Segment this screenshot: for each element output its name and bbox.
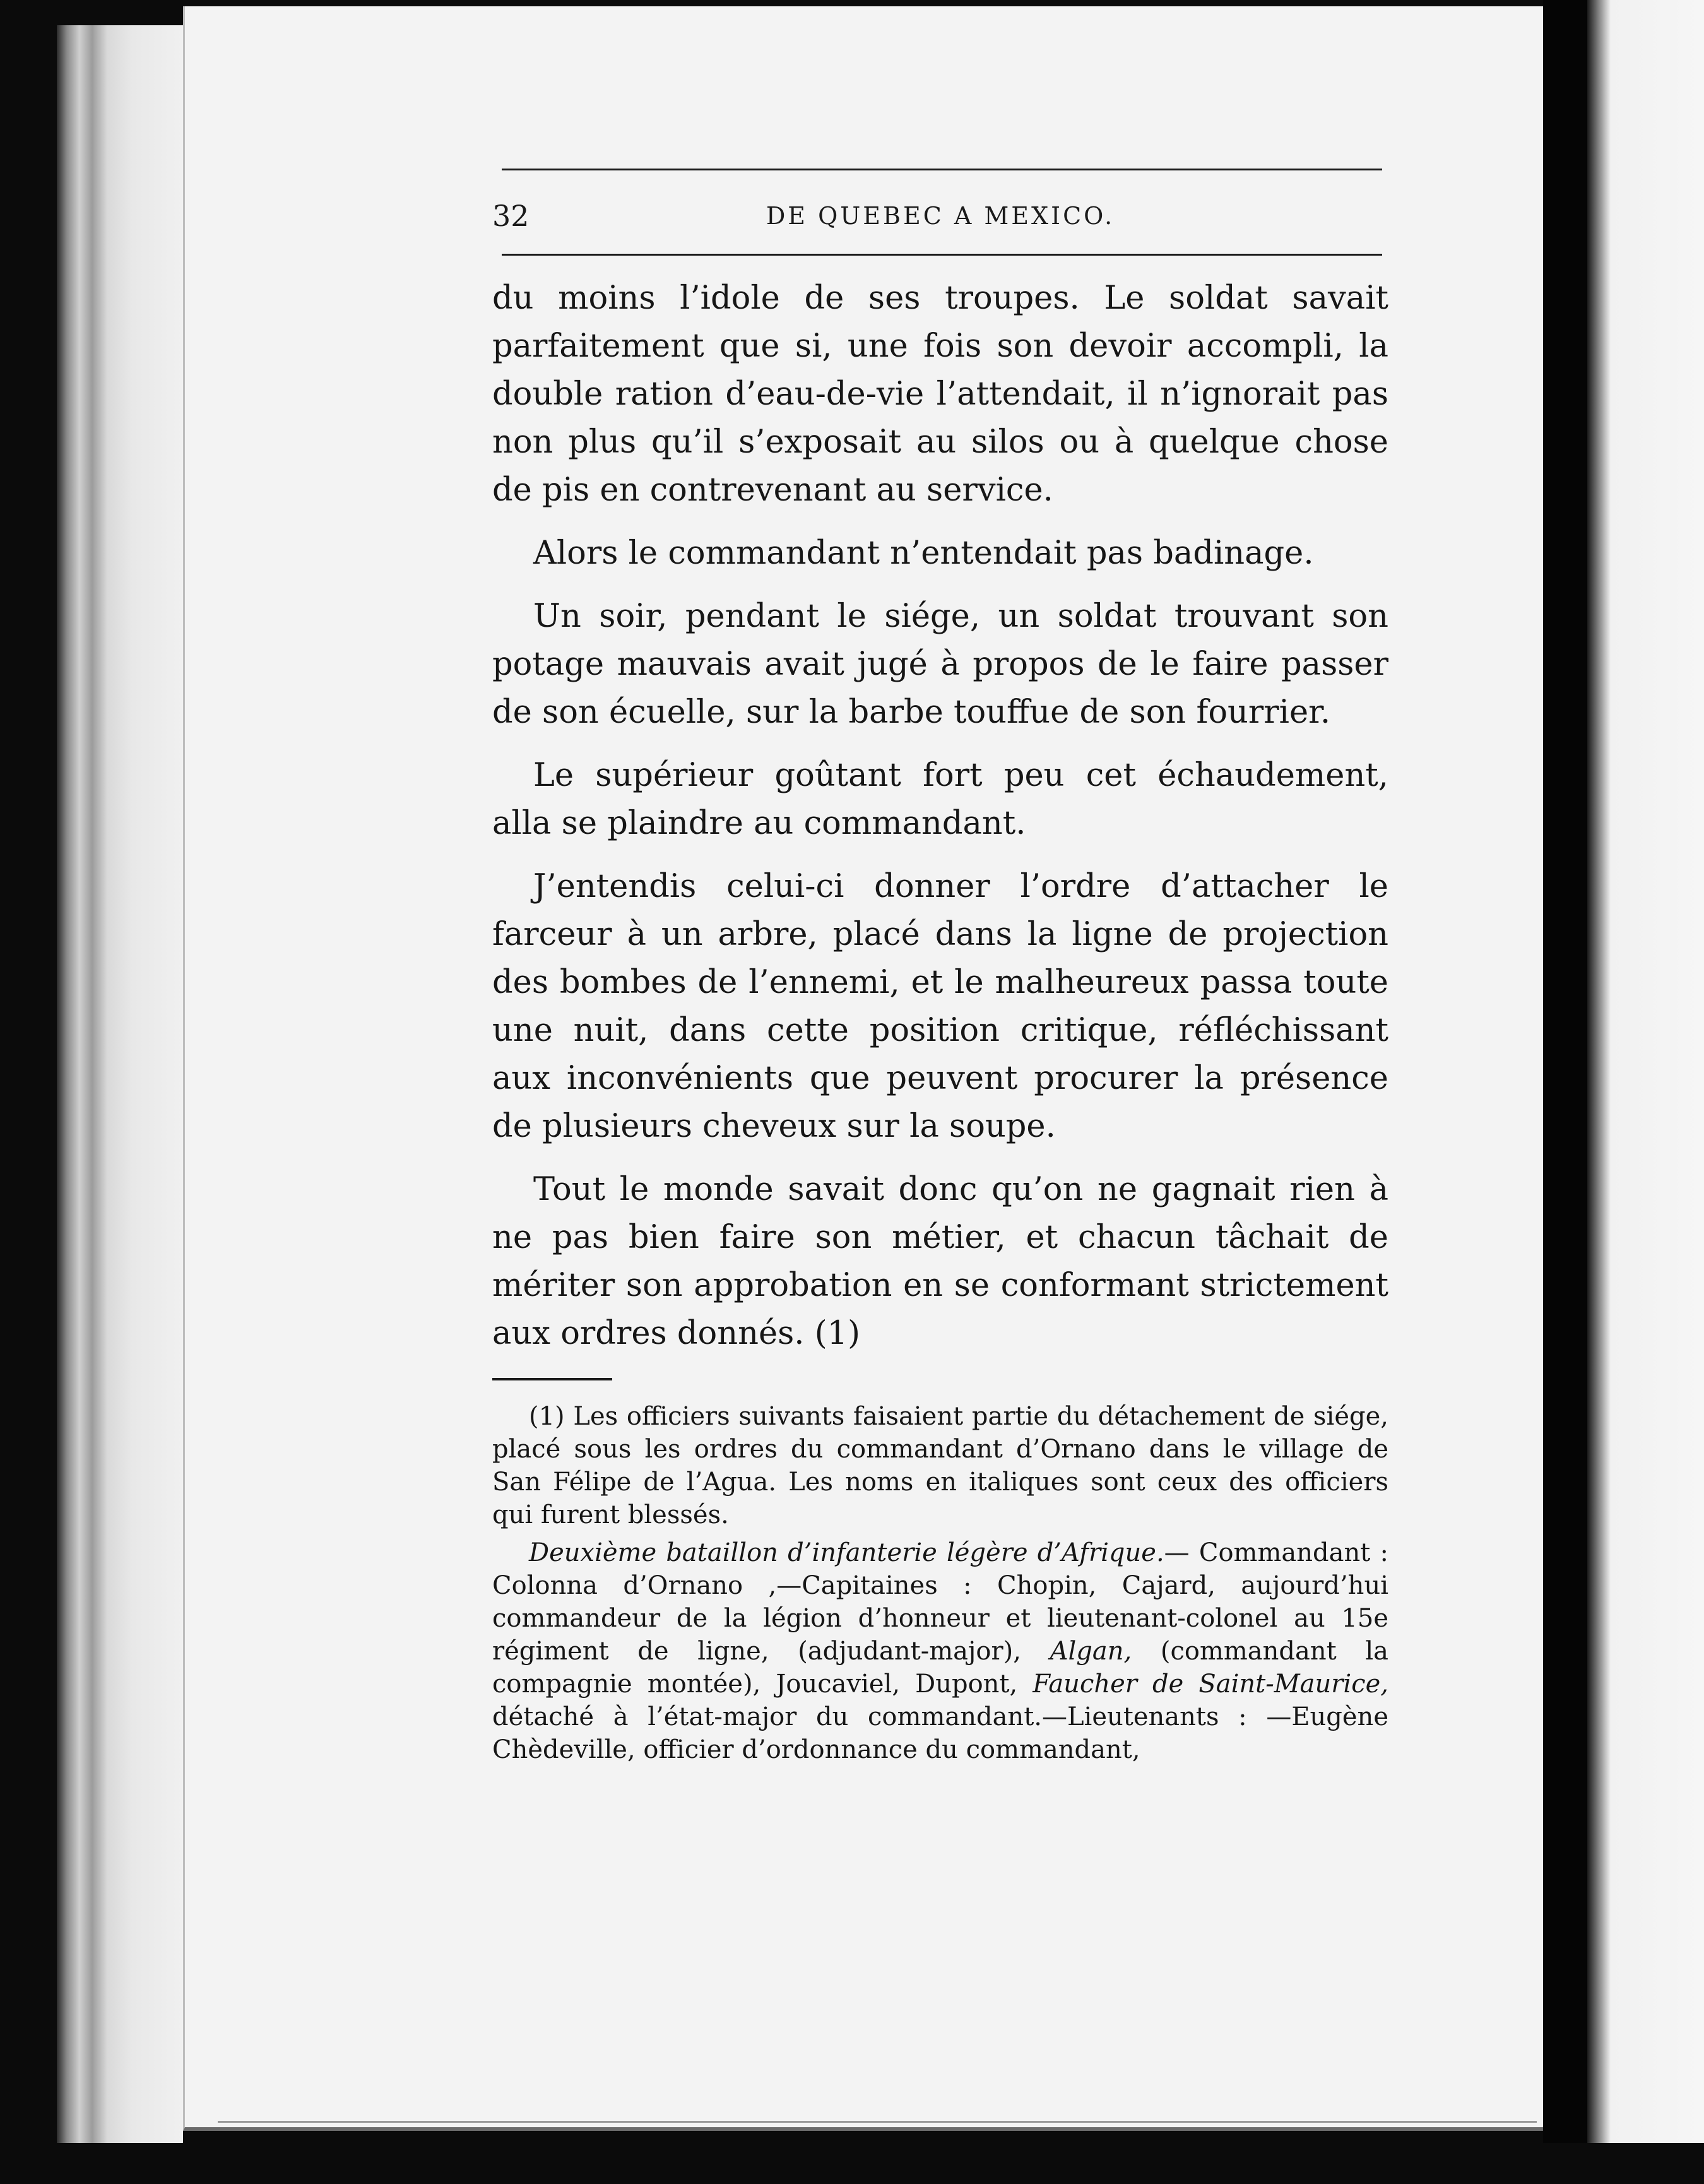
footnote-text-b: (commandant la compagnie montée), Joucaviel, Dupont, [492,1637,1388,1699]
footnote-italic-unit: Deuxième bataillon d’infanterie légère d’Afrique. [529,1538,1164,1567]
header-rule-bottom [502,254,1382,256]
paragraph-4: Le supérieur goûtant fort peu cet échaudement, alla se plaindre au commandant. [492,757,1388,842]
footnotes [492,1400,1388,1771]
paragraph-2: Alors le commandant n’entendait pas badinage. [533,535,1314,572]
footnote-1: (1) Les officiers suivants faisaient partie du détachement de siége, placé sous les ordres du commandant d’Ornano dans le village de San Félipe de l’Agua. Les noms en italiques sont ceux des officiers qui furent blessés. [492,1402,1388,1529]
paragraph-3: Un soir, pendant le siége, un soldat trouvant son potage mauvais avait jugé à propos de le faire passer de son écuelle, sur la barbe touffue de son fourrier. [492,598,1388,731]
header-rule-top [502,169,1382,170]
paragraph-6: Tout le monde savait donc qu’on ne gagnait rien à ne pas bien faire son métier, et chacun tâchait de mériter son approbation en se conformant strictement aux ordres donnés. (1) [492,1171,1388,1352]
footnote-rule [492,1378,612,1380]
running-head [492,197,1388,235]
facing-page-edge [1587,0,1704,2184]
footnote-1-continuation [492,1536,1388,1766]
body-text [492,275,1388,1373]
footnote-text-c: détaché à l’état-major du commandant.—Lieutenants : —Eugène Chèdeville, officier d’ordonnance du commandant, [492,1702,1388,1764]
footnote-italic-algan: Algan, [1050,1637,1132,1666]
paragraph-1: du moins l’idole de ses troupes. Le soldat savait parfaitement que si, une fois son devoir accompli, la double ration d’eau-de-vie l’attendait, il n’ignorait pas non plus qu’il s’exposait au silos ou à quelque chose de pis en contrevenant au service. [492,280,1388,509]
page-number: 32 [492,199,530,233]
footnote-text-a: — Commandant : Colonna d’Ornano ,—Capitaines : Chopin, Cajard, aujourd’hui commandeur de la légion d’honneur et lieutenant-colonel au 15e régiment de ligne, (adjudant-major), [492,1538,1388,1666]
scan-bottom-margin [0,2143,1704,2184]
footnote-italic-faucher: Faucher de Saint-Maurice, [1032,1670,1388,1699]
binding-shadow [1543,0,1587,2171]
paragraph-5: J’entendis celui-ci donner l’ordre d’attacher le farceur à un arbre, placé dans la ligne de projection des bombes de l’ennemi, et le malheureux passa toute une nuit, dans cette position critique, réfléchissant aux inconvénients que peuvent procurer la présence de plusieurs cheveux sur la soupe. [492,868,1388,1145]
book-page-edges [57,25,183,2146]
running-title: DE QUEBEC A MEXICO. [766,202,1115,230]
